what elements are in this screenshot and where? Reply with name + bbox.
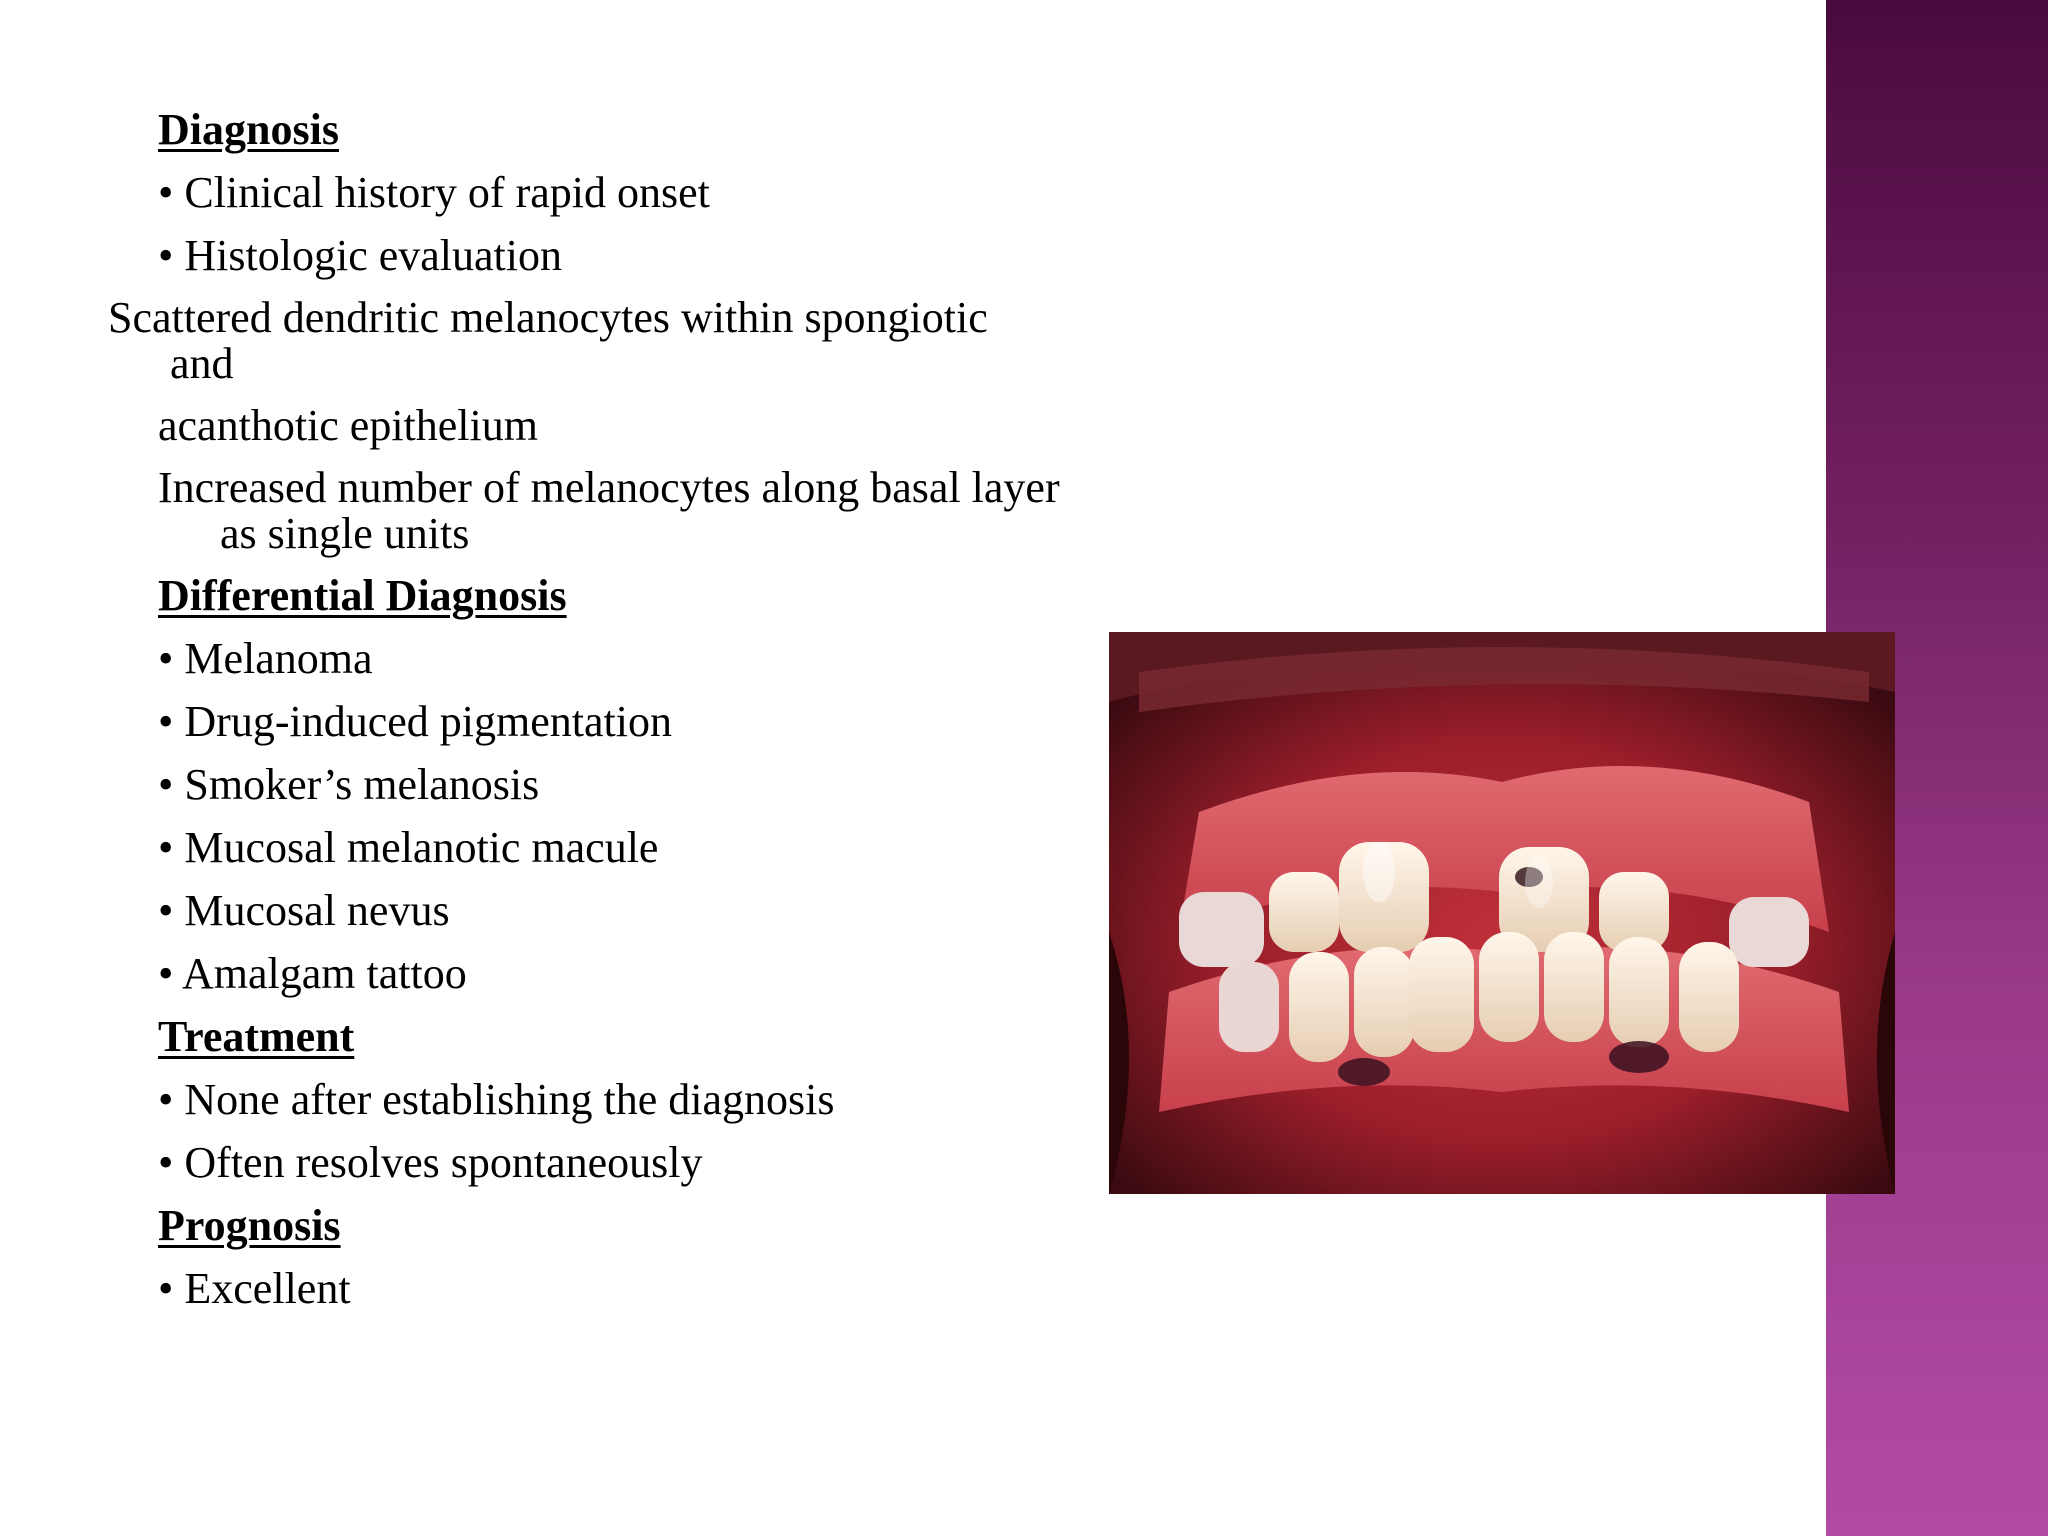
diagnosis-item: • Clinical history of rapid onset xyxy=(158,168,710,217)
treatment-item: • None after establishing the diagnosis xyxy=(158,1075,835,1124)
prognosis-item: • Excellent xyxy=(158,1264,351,1313)
diagnosis-heading: Diagnosis xyxy=(158,105,339,154)
differential-item: • Smoker’s melanosis xyxy=(158,760,540,809)
differential-item: • Mucosal nevus xyxy=(158,886,450,935)
differential-item: • Melanoma xyxy=(158,634,373,683)
differential-item: • Drug-induced pigmentation xyxy=(158,697,672,746)
treatment-heading: Treatment xyxy=(158,1012,355,1061)
differential-item: • Amalgam tattoo xyxy=(158,949,467,998)
diagnosis-detail: acanthotic epithelium xyxy=(158,401,538,450)
slide-content xyxy=(108,105,1098,1328)
differential-item: • Mucosal melanotic macule xyxy=(158,823,659,872)
treatment-item: • Often resolves spontaneously xyxy=(158,1138,703,1187)
clinical-photo-oral xyxy=(1109,632,1895,1194)
diagnosis-detail: Scattered dendritic melanocytes within spongiotic and xyxy=(108,293,988,388)
differential-diagnosis-heading: Differential Diagnosis xyxy=(158,571,567,620)
prognosis-heading: Prognosis xyxy=(158,1201,341,1250)
diagnosis-item: • Histologic evaluation xyxy=(158,231,562,280)
diagnosis-detail: Increased number of melanocytes along basal layer as single units xyxy=(158,463,1060,558)
